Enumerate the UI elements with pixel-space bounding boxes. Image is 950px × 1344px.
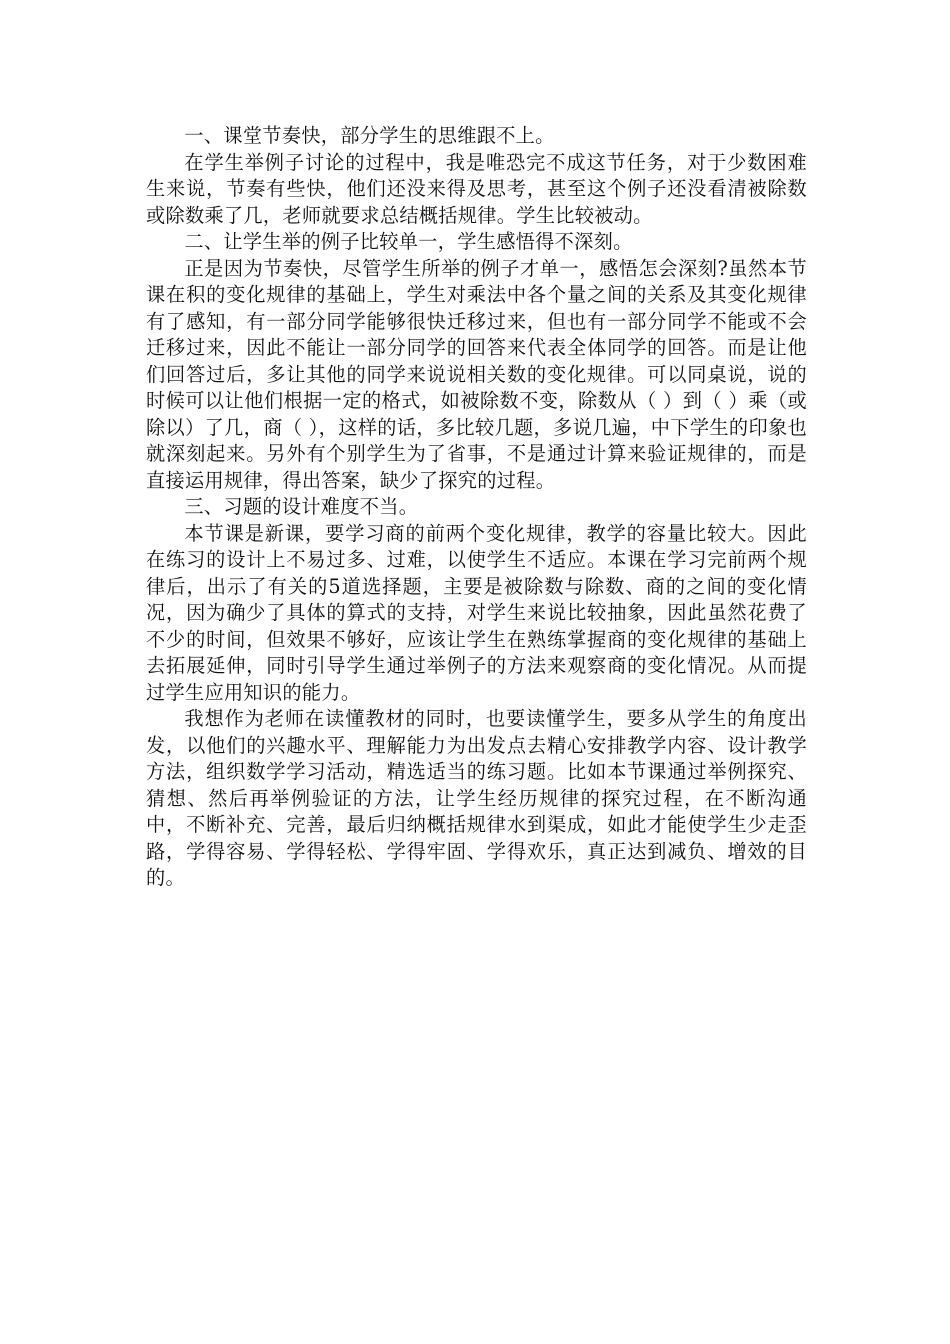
paragraph-3: 本节课是新课，要学习商的前两个变化规律，教学的容量比较大。因此在练习的设计上不易过多、过难，以使学生不适应。本课在学习完前两个规律后，出示了有关的5道选择题，主要是被除数与除数、商的之间的变化情况，因为确少了具体的算式的支持，对学生来说比较抽象，因此虽然花费了不少的时间，但效果不够好，应该让学生在熟练掌握商的变化规律的基础上去拓展延伸，同时引导学生通过举例子的方法来观察商的变化情况。从而提过学生应用知识的能力。 bbox=[146, 521, 807, 704]
heading-1: 一、课堂节奏快，部分学生的思维跟不上。 bbox=[184, 124, 555, 147]
heading-3: 三、习题的设计难度不当。 bbox=[184, 495, 419, 518]
paragraph-2: 正是因为节奏快，尽管学生所举的例子才单一，感悟怎会深刻?虽然本节课在积的变化规律的基础上，学生对乘法中各个量之间的关系及其变化规律有了感知，有一部分同学能够很快迁移过来，但也有一部分同学不能或不会迁移过来，因此不能让一部分同学的回答来代表全体同学的回答。而是让他们回答过后，多让其他的同学来说说相关数的变化规律。可以同桌说，说的时候可以让他们根据一定的格式，如被除数不变，除数从（ ）到（ ）乘（或除以）了几，商（ ），这样的话，多比较几题，多说几遍，中下学生的印象也就深刻起来。另外有个别学生为了省事，不是通过计算来验证规律的，而是直接运用规律，得出答案，缺少了探究的过程。 bbox=[146, 256, 807, 492]
document-body bbox=[146, 123, 807, 892]
heading-2: 二、让学生举的例子比较单一，学生感悟得不深刻。 bbox=[184, 230, 633, 253]
paragraph-1: 在学生举例子讨论的过程中，我是唯恐完不成这节任务，对于少数困难生来说，节奏有些快，他们还没来得及思考，甚至这个例子还没看清被除数或除数乘了几，老师就要求总结概括规律。学生比较被动。 bbox=[146, 150, 807, 227]
paragraph-conclusion: 我想作为老师在读懂教材的同时，也要读懂学生，要多从学生的角度出发，以他们的兴趣水平、理解能力为出发点去精心安排教学内容、设计教学方法，组织数学学习活动，精选适当的练习题。比如本节课通过举例探究、猜想、然后再举例验证的方法，让学生经历规律的探究过程，在不断沟通中，不断补充、完善，最后归纳概括规律水到渠成，如此才能使学生少走歪路，学得容易、学得轻松、学得牢固、学得欢乐，真正达到减负、增效的目的。 bbox=[146, 707, 807, 889]
